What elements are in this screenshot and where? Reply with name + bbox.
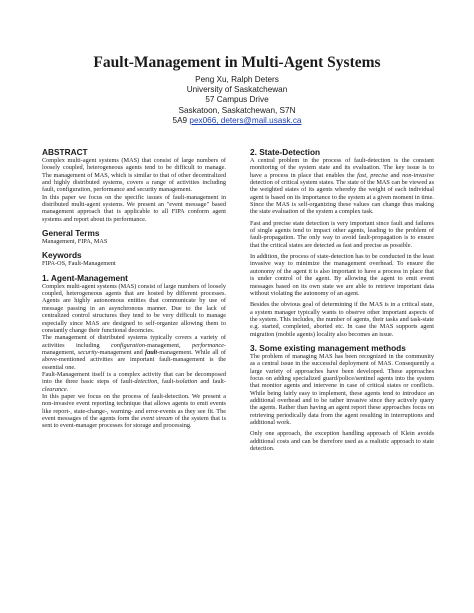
abstract-heading: ABSTRACT: [42, 147, 88, 157]
email-link[interactable]: pex066, deters@mail.usask.ca: [189, 115, 302, 125]
section-heading: 2. State-Detection: [250, 147, 321, 157]
abstract-paragraph: In this paper we focus on the specific issues of fault-management in distributed multi-agent systems. We present an "event message" based management approach that is applicable to all FIPA conform agent systems and report about its performance.: [42, 193, 226, 223]
left-column: [42, 147, 226, 430]
street-address: 57 Campus Drive: [205, 95, 269, 105]
author-block: [0, 75, 474, 126]
general-terms-heading: General Terms: [42, 228, 100, 239]
body-paragraph: Fault-Management itself is a complex activity that can be decomposed into the three basic steps of fault-detection, fault-isolation and fault-clearance.: [42, 370, 226, 393]
body-paragraph: Only one approach, the exception handling approach of Klein avoids additional costs and can be therefore used as a realistic approach to state detection.: [250, 430, 434, 453]
body-paragraph: A central problem in the process of fault-detection is the constant monitoring of the system state and its evaluation. The key issue is to have a process in place that enables the fast, precise and non-invasive detection of critical system states. The state of the MAS can be viewed as the weighted states of its agents whereby the weight of each individual agent is based on its importance to the system at a given moment in time. Since the MAS is self-organizing these values can change thus making the state evaluation of the system a complex task.: [250, 157, 434, 216]
body-paragraph: Besides the obvious goal of determining if the MAS is in a critical state, a system manager typically wants to observe other important aspects of the system. This includes, the number of agents, their tasks and task-state e.g. started, completed, aborted etc. In case the MAS supports agent migration (mobile agents) locality also becomes an issue.: [250, 301, 434, 338]
postal-email-line: [0, 116, 474, 126]
right-column: [250, 147, 434, 452]
keywords-text: FIPA-OS, Fault-Management: [42, 260, 116, 268]
affiliation: University of Saskatchewan: [186, 85, 288, 95]
author-names: Peng Xu, Ralph Deters: [195, 75, 279, 84]
body-paragraph: Complex multi-agent systems (MAS) consist of large numbers of loosely coupled, heterogeneous agents that are hosted by different processes. Agents are highly autonomous entities that communicate by use of message passing in an asynchronous manner. Due to the lack of centralized control structures they tend to be very difficult to manage especially since MAS are designed to self-organize allowing them to constantly change their functional decencies.: [42, 282, 226, 334]
general-terms-text: Management, FIPA, MAS: [42, 238, 108, 246]
body-paragraph: The problem of managing MAS has been recognized in the community as a central issue in the successful deployment of MAS. Consequently a large variety of approaches have been developed. These approaches focus on adding specialized guard/police/sentinel agents into the system that monitor agents and intervene in case of critical states or conflicts. While being fairly easy to implement, these agents tend to introduce an additional overhead and to be rather invasive since they actively query the agents. Rather than having an agent report these approaches focus on retrieving periodically data from the agent resulting in interruptions and additional work.: [250, 352, 434, 426]
paper-title: Fault-Management in Multi-Agent Systems: [93, 54, 381, 71]
section-heading: 1. Agent-Management: [42, 272, 128, 283]
keywords-heading: Keywords: [42, 250, 82, 261]
body-paragraph: In addition, the process of state-detection has to be conducted in the least invasive way to minimize the management overhead. To ensure the autonomy of the agent it is also important to have a process in place that is under control of the agent. By allowing the agent to emit event messages based on its own state we are able to retrieve important data without violating the autonomy of an agent.: [250, 253, 434, 297]
city-address: Saskatoon, Saskatchewan, S7N: [178, 105, 296, 115]
postal-code: 5A9: [172, 115, 188, 125]
abstract-paragraph: Complex multi-agent systems (MAS) that consist of large numbers of loosely coupled, heterogeneous agents tend to be difficult to manage. The management of MAS, which is similar to that of other decentralized and highly distributed systems, covers a range of activities including fault, configuration, performance and security management.: [42, 157, 226, 194]
body-paragraph: Fast and precise state detection is very important since fault and failures of single agents tend to impact other agents, leading to the problem of fault-propagation. The only way to avoid fault-propagation is to ensure that the critical states are detected as fast and precise as possible.: [250, 219, 434, 249]
section-heading: 3. Some existing management methods: [250, 342, 406, 353]
body-paragraph: In this paper we focus on the process of fault-detection. We present a non-invasive event reporting technique that allows agents to emit events like report-, state-change-, warning- and error-events as they see fit. The event messages of the agents form the event stream of the system that is sent to event-manager processes for storage and processing.: [42, 392, 226, 430]
body-paragraph: The management of distributed systems typically covers a variety of activities including configuration-management, performance-management, security-management and fault-management. While all of above-mentioned activities are important fault-management is the essential one.: [42, 334, 227, 371]
